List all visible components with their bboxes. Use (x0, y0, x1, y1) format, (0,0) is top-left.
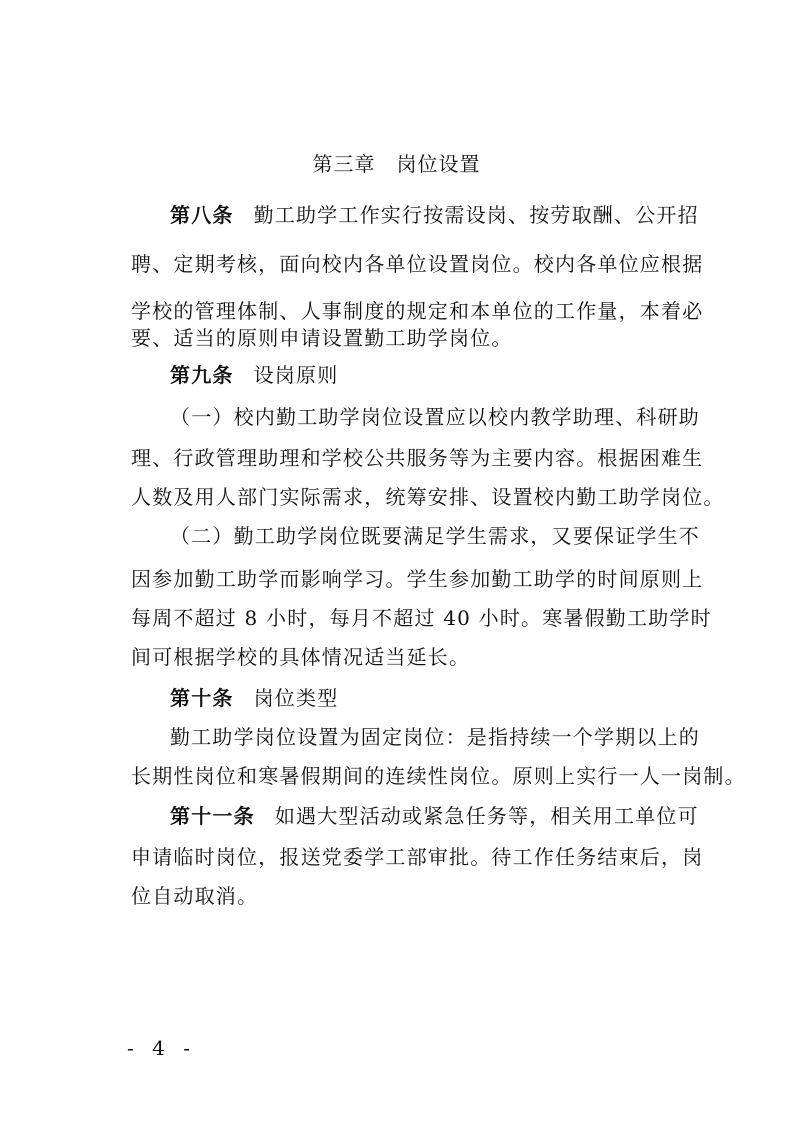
article10-line-1 (170, 684, 338, 712)
article8-line-4: 要、适当的原则申请设置勤工助学岗位。 (131, 326, 513, 350)
article9-item2-line-2: 因参加勤工助学而影响学习。学生参加勤工助学的时间原则上 (131, 567, 704, 591)
article9-item2-line-4: 间可根据学校的具体情况适当延长。 (131, 645, 471, 669)
article11-line-2: 申请临时岗位，报送党委学工部审批。待工作任务结束后，岗 (131, 845, 704, 869)
article10-heading: 第十条 (170, 686, 234, 710)
article9-item1-line-1: （一）校内勤工助学岗位设置应以校内教学助理、科研助 (170, 405, 700, 429)
article8-line-3: 学校的管理体制、人事制度的规定和本单位的工作量，本着必 (131, 299, 704, 323)
article9-item1-line-2: 理、行政管理助理和学校公共服务等为主要内容。根据困难生 (131, 446, 704, 470)
article11-line-1 (170, 802, 699, 830)
article8-line-2: 聘、定期考核，面向校内各单位设置岗位。校内各单位应根据 (131, 252, 704, 276)
article11-text-1: 如遇大型活动或紧急任务等，相关用工单位可 (274, 804, 699, 828)
article9-item2-line-1: （二）勤工助学岗位既要满足学生需求，又要保证学生不 (170, 524, 700, 548)
article10-line-2: 勤工助学岗位设置为固定岗位：是指持续一个学期以上的 (170, 725, 700, 749)
article9-title: 设岗原则 (253, 363, 339, 387)
article9-line-1 (170, 361, 338, 389)
chapter-title: 第三章 岗位设置 (312, 152, 481, 176)
article8-line-1 (170, 201, 699, 229)
article11-line-3: 位自动取消。 (131, 884, 259, 908)
page-number: - 4 - (127, 1036, 196, 1060)
article8-heading: 第八条 (170, 203, 234, 227)
article10-line-3: 长期性岗位和寒暑假期间的连续性岗位。原则上实行一人一岗制。 (131, 764, 746, 788)
article8-text-1: 勤工助学工作实行按需设岗、按劳取酬、公开招 (253, 203, 699, 227)
article11-heading: 第十一条 (170, 804, 255, 828)
article10-title: 岗位类型 (253, 686, 339, 710)
article9-item2-line-3: 每周不超过 8 小时，每月不超过 40 小时。寒暑假勤工助学时 (131, 606, 712, 630)
article9-heading: 第九条 (170, 363, 234, 387)
article9-item1-line-3: 人数及用人部门实际需求，统筹安排、设置校内勤工助学岗位。 (131, 485, 725, 509)
